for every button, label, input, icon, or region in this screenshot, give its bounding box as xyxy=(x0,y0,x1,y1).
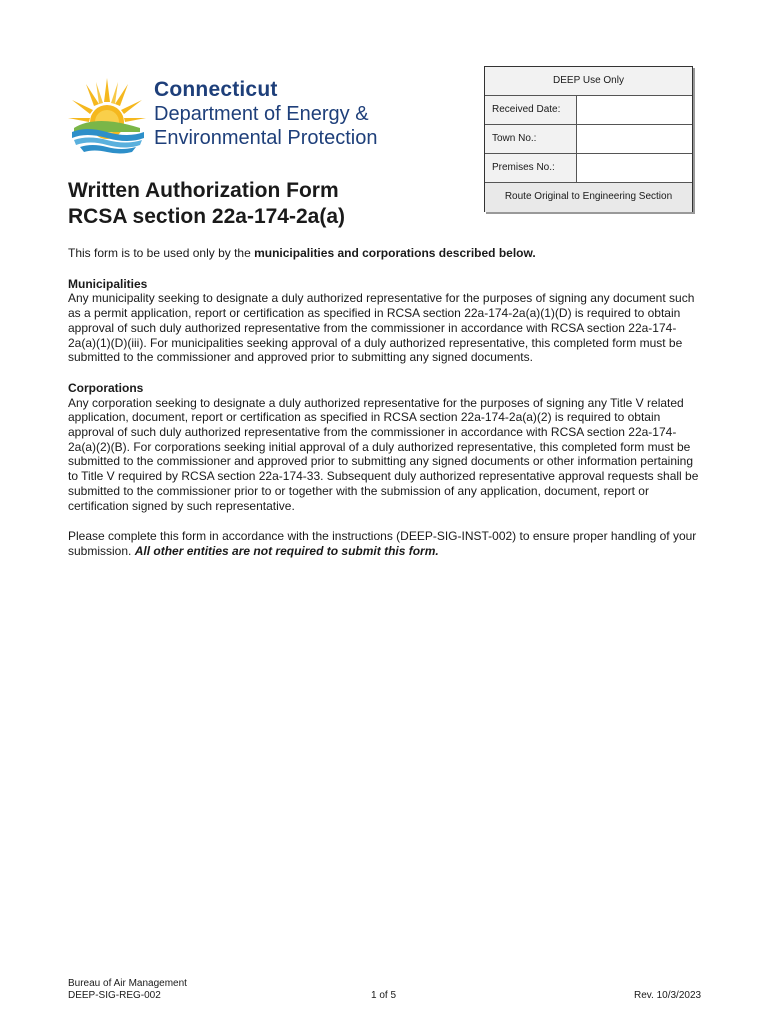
closing-text: Please complete this form in accordance with the instructions (DEEP-SIG-INST-002) to ensure proper handling of your submission. xyxy=(68,529,697,558)
municipalities-section xyxy=(68,277,704,365)
town-no-field[interactable] xyxy=(577,125,692,153)
form-content xyxy=(68,246,704,559)
logo-text xyxy=(154,78,377,150)
form-title-line1: Written Authorization Form xyxy=(68,179,339,202)
premises-no-label: Premises No.: xyxy=(485,154,577,182)
footer-left xyxy=(68,978,187,1002)
intro-paragraph xyxy=(68,246,704,261)
footer-page-number: 1 of 5 xyxy=(371,990,397,1001)
logo-line-environmental: Environmental Protection xyxy=(154,127,378,149)
deep-use-only-box xyxy=(484,66,693,212)
corporations-heading: Corporations xyxy=(68,380,144,395)
intro-bold-text: municipalities and corporations described below. xyxy=(254,246,536,260)
sun-over-water-icon xyxy=(66,74,148,156)
premises-no-field[interactable] xyxy=(577,154,692,182)
town-no-label: Town No.: xyxy=(485,125,577,153)
closing-paragraph xyxy=(68,529,704,558)
premises-no-row xyxy=(485,153,692,182)
footer-bureau: Bureau of Air Management xyxy=(68,978,187,989)
municipalities-body: Any municipality seeking to designate a duly authorized representative for the purposes of signing any document such as a permit application, report or certification as specified in RCSA section 22a-174-2a(a)(1)(D) is required to obtain approval of such duly authorized representative from the commissioner in accordance with RCSA section 22a-174-2a(a)(1)(D)(iii). For municipalities seeking approval of a duly authorized representative, this completed form must be submitted to the commissioner and approved prior to submitting any signed documents. xyxy=(68,291,695,365)
footer-form-id: DEEP-SIG-REG-002 xyxy=(68,990,161,1001)
municipalities-heading: Municipalities xyxy=(68,276,148,291)
logo-line-connecticut: Connecticut xyxy=(154,78,278,101)
received-date-field[interactable] xyxy=(577,96,692,124)
received-date-label: Received Date: xyxy=(485,96,577,124)
deep-box-header: DEEP Use Only xyxy=(485,67,692,95)
route-instruction: Route Original to Engineering Section xyxy=(485,182,692,212)
footer-revision: Rev. 10/3/2023 xyxy=(634,990,702,1001)
corporations-body: Any corporation seeking to designate a duly authorized representative for the purposes of signing any Title V related application, document, report or certification as specified in RCSA section 22a-174-2a(a)(2) is required to obtain approval of such duly authorized representative from the commissioner in accordance with RCSA section 22a-174-2a(a)(2)(B). For corporations seeking initial approval of a duly authorized representative, this completed form must be submitted to the commissioner and approved prior to submitting any signed documents or other information pertaining to Title V required by RCSA section 22a-174-33. Subsequent duly authorized representative approval requests shall be submitted to the commissioner prior to or together with the submission of any application, document, report or certification signed by such representative. xyxy=(68,395,699,513)
corporations-section xyxy=(68,381,704,513)
closing-emphasis: All other entities are not required to submit this form. xyxy=(134,543,439,558)
received-date-row xyxy=(485,95,692,124)
deep-logo xyxy=(66,74,411,156)
logo-line-department: Department of Energy & xyxy=(154,103,369,125)
town-no-row xyxy=(485,124,692,153)
form-title xyxy=(68,178,345,230)
form-title-line2: RCSA section 22a-174-2a(a) xyxy=(68,205,345,228)
intro-text: This form is to be used only by the xyxy=(68,246,255,260)
